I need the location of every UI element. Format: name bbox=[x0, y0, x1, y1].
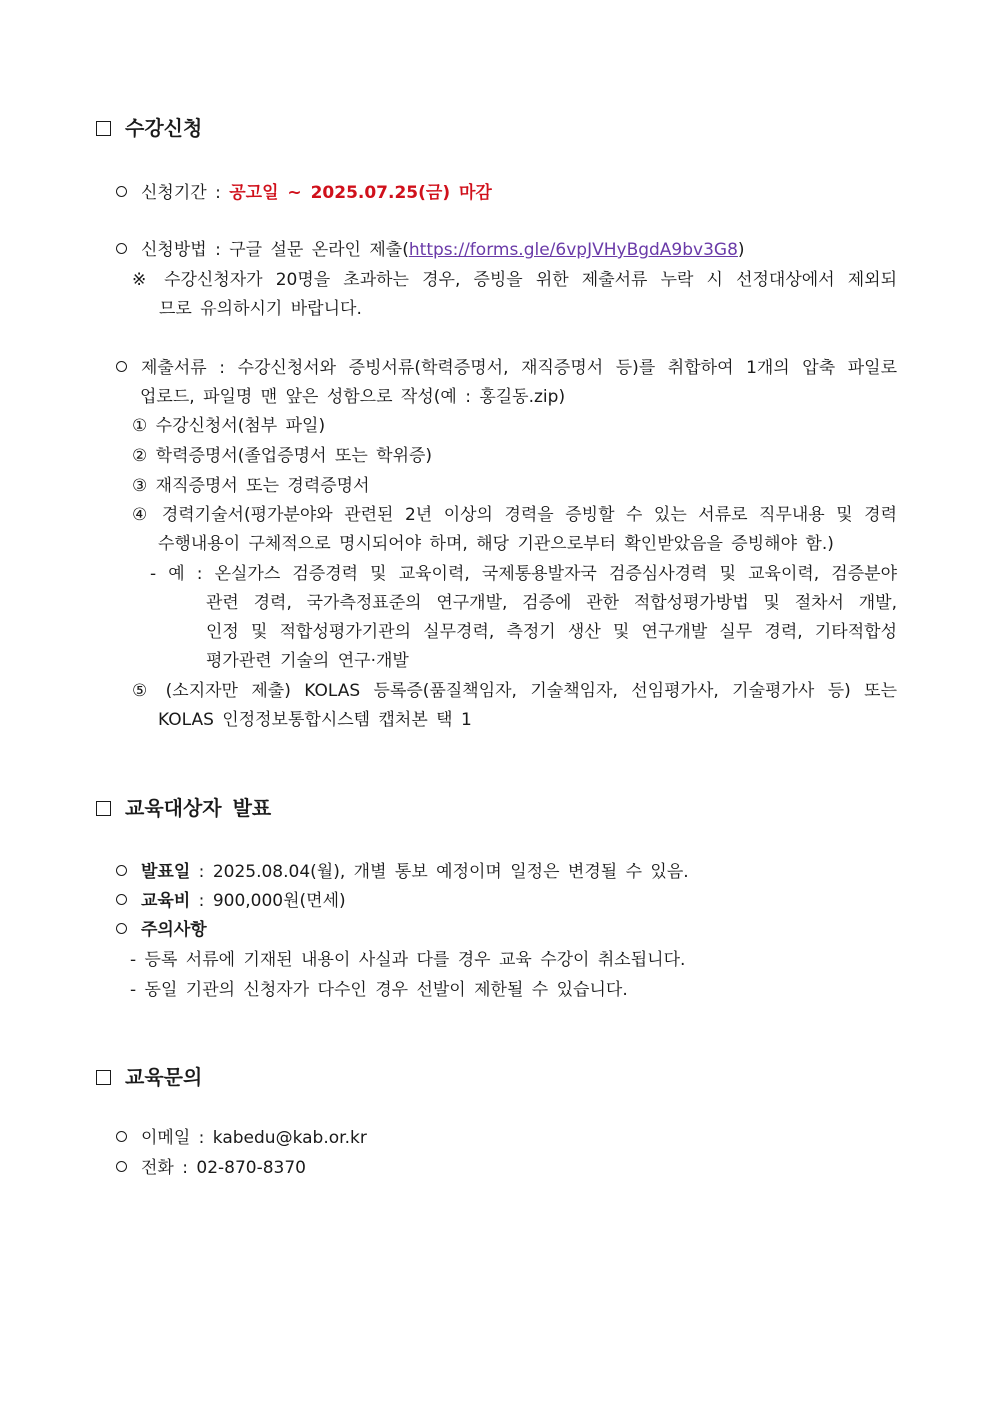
circle-bullet-icon bbox=[116, 361, 127, 372]
contact-email: 이메일 : kabedu@kab.or.kr bbox=[116, 1126, 367, 1150]
required-documents-cont: 업로드, 파일명 맨 앞은 성함으로 작성(예 : 홍길동.zip) bbox=[140, 387, 566, 407]
document-item-2: ② 학력증명서(졸업증명서 또는 학위증) bbox=[132, 446, 433, 466]
example-line-4: 평가관련 기술의 연구·개발 bbox=[206, 651, 409, 671]
google-form-link[interactable]: https://forms.gle/6vpJVHyBgdA9bv3G8 bbox=[408, 240, 738, 260]
circle-bullet-icon bbox=[116, 894, 127, 905]
required-documents: 제출서류 : 수강신청서와 증빙서류(학력증명서, 재직증명서 등)를 취합하여 1개의 압축 파일로 bbox=[116, 356, 897, 380]
deadline-text: 공고일 ~ 2025.07.25(금) 마감 bbox=[229, 183, 492, 203]
caution-item-1: - 등록 서류에 기재된 내용이 사실과 다를 경우 교육 수강이 취소됩니다. bbox=[130, 950, 686, 970]
circle-bullet-icon bbox=[116, 1131, 127, 1142]
application-note-cont: 므로 유의하시기 바랍니다. bbox=[159, 299, 362, 319]
square-bullet-icon bbox=[96, 1070, 111, 1085]
circle-bullet-icon bbox=[116, 1161, 127, 1172]
caution-item-2: - 동일 기관의 신청자가 다수인 경우 선발이 제한될 수 있습니다. bbox=[130, 980, 628, 1000]
square-bullet-icon bbox=[96, 121, 111, 136]
caution-heading: 주의사항 bbox=[116, 918, 207, 942]
contact-phone: 전화 : 02-870-8370 bbox=[116, 1156, 306, 1180]
example-line-3: 인정 및 적합성평가기관의 실무경력, 측정기 생산 및 연구개발 실무 경력, 기타적합성 bbox=[206, 622, 897, 642]
circle-bullet-icon bbox=[116, 186, 127, 197]
document-item-4-cont: 수행내용이 구체적으로 명시되어야 하며, 해당 기관으로부터 확인받았음을 증빙해야 함.) bbox=[158, 534, 834, 554]
document-item-4: ④ 경력기술서(평가분야와 관련된 2년 이상의 경력을 증빙할 수 있는 서류로 직무내용 및 경력 bbox=[132, 505, 897, 525]
section-heading-inquiry: 교육문의 bbox=[96, 1065, 202, 1089]
announcement-date: 발표일 : 2025.08.04(월), 개별 통보 예정이며 일정은 변경될 수 있음. bbox=[116, 860, 689, 884]
section-heading-application: 수강신청 bbox=[96, 116, 202, 140]
square-bullet-icon bbox=[96, 801, 111, 816]
document-item-1: ① 수강신청서(첨부 파일) bbox=[132, 416, 326, 436]
application-note: ※ 수강신청자가 20명을 초과하는 경우, 증빙을 위한 제출서류 누락 시 선정대상에서 제외되 bbox=[132, 270, 897, 290]
circle-bullet-icon bbox=[116, 923, 127, 934]
tuition-fee: 교육비 : 900,000원(면세) bbox=[116, 889, 346, 913]
application-period: 신청기간 : 공고일 ~ 2025.07.25(금) 마감 bbox=[116, 181, 492, 205]
example-line-1: - 예 : 온실가스 검증경력 및 교육이력, 국제통용발자국 검증심사경력 및 교육이력, 검증분야 bbox=[150, 564, 897, 584]
example-line-2: 관련 경력, 국가측정표준의 연구개발, 검증에 관한 적합성평가방법 및 절차서 개발, bbox=[206, 593, 897, 613]
section-heading-announcement: 교육대상자 발표 bbox=[96, 796, 271, 820]
circle-bullet-icon bbox=[116, 243, 127, 254]
circle-bullet-icon bbox=[116, 865, 127, 876]
application-method: 신청방법 : 구글 설문 온라인 제출(https://forms.gle/6vpJVHyBgdA9bv3G8) bbox=[116, 238, 745, 262]
document-item-5: ⑤ (소지자만 제출) KOLAS 등록증(품질책임자, 기술책임자, 선임평가사, 기술평가사 등) 또는 bbox=[132, 681, 897, 701]
document-item-5-cont: KOLAS 인정정보통합시스템 캡처본 택 1 bbox=[158, 710, 472, 730]
document-item-3: ③ 재직증명서 또는 경력증명서 bbox=[132, 476, 370, 496]
